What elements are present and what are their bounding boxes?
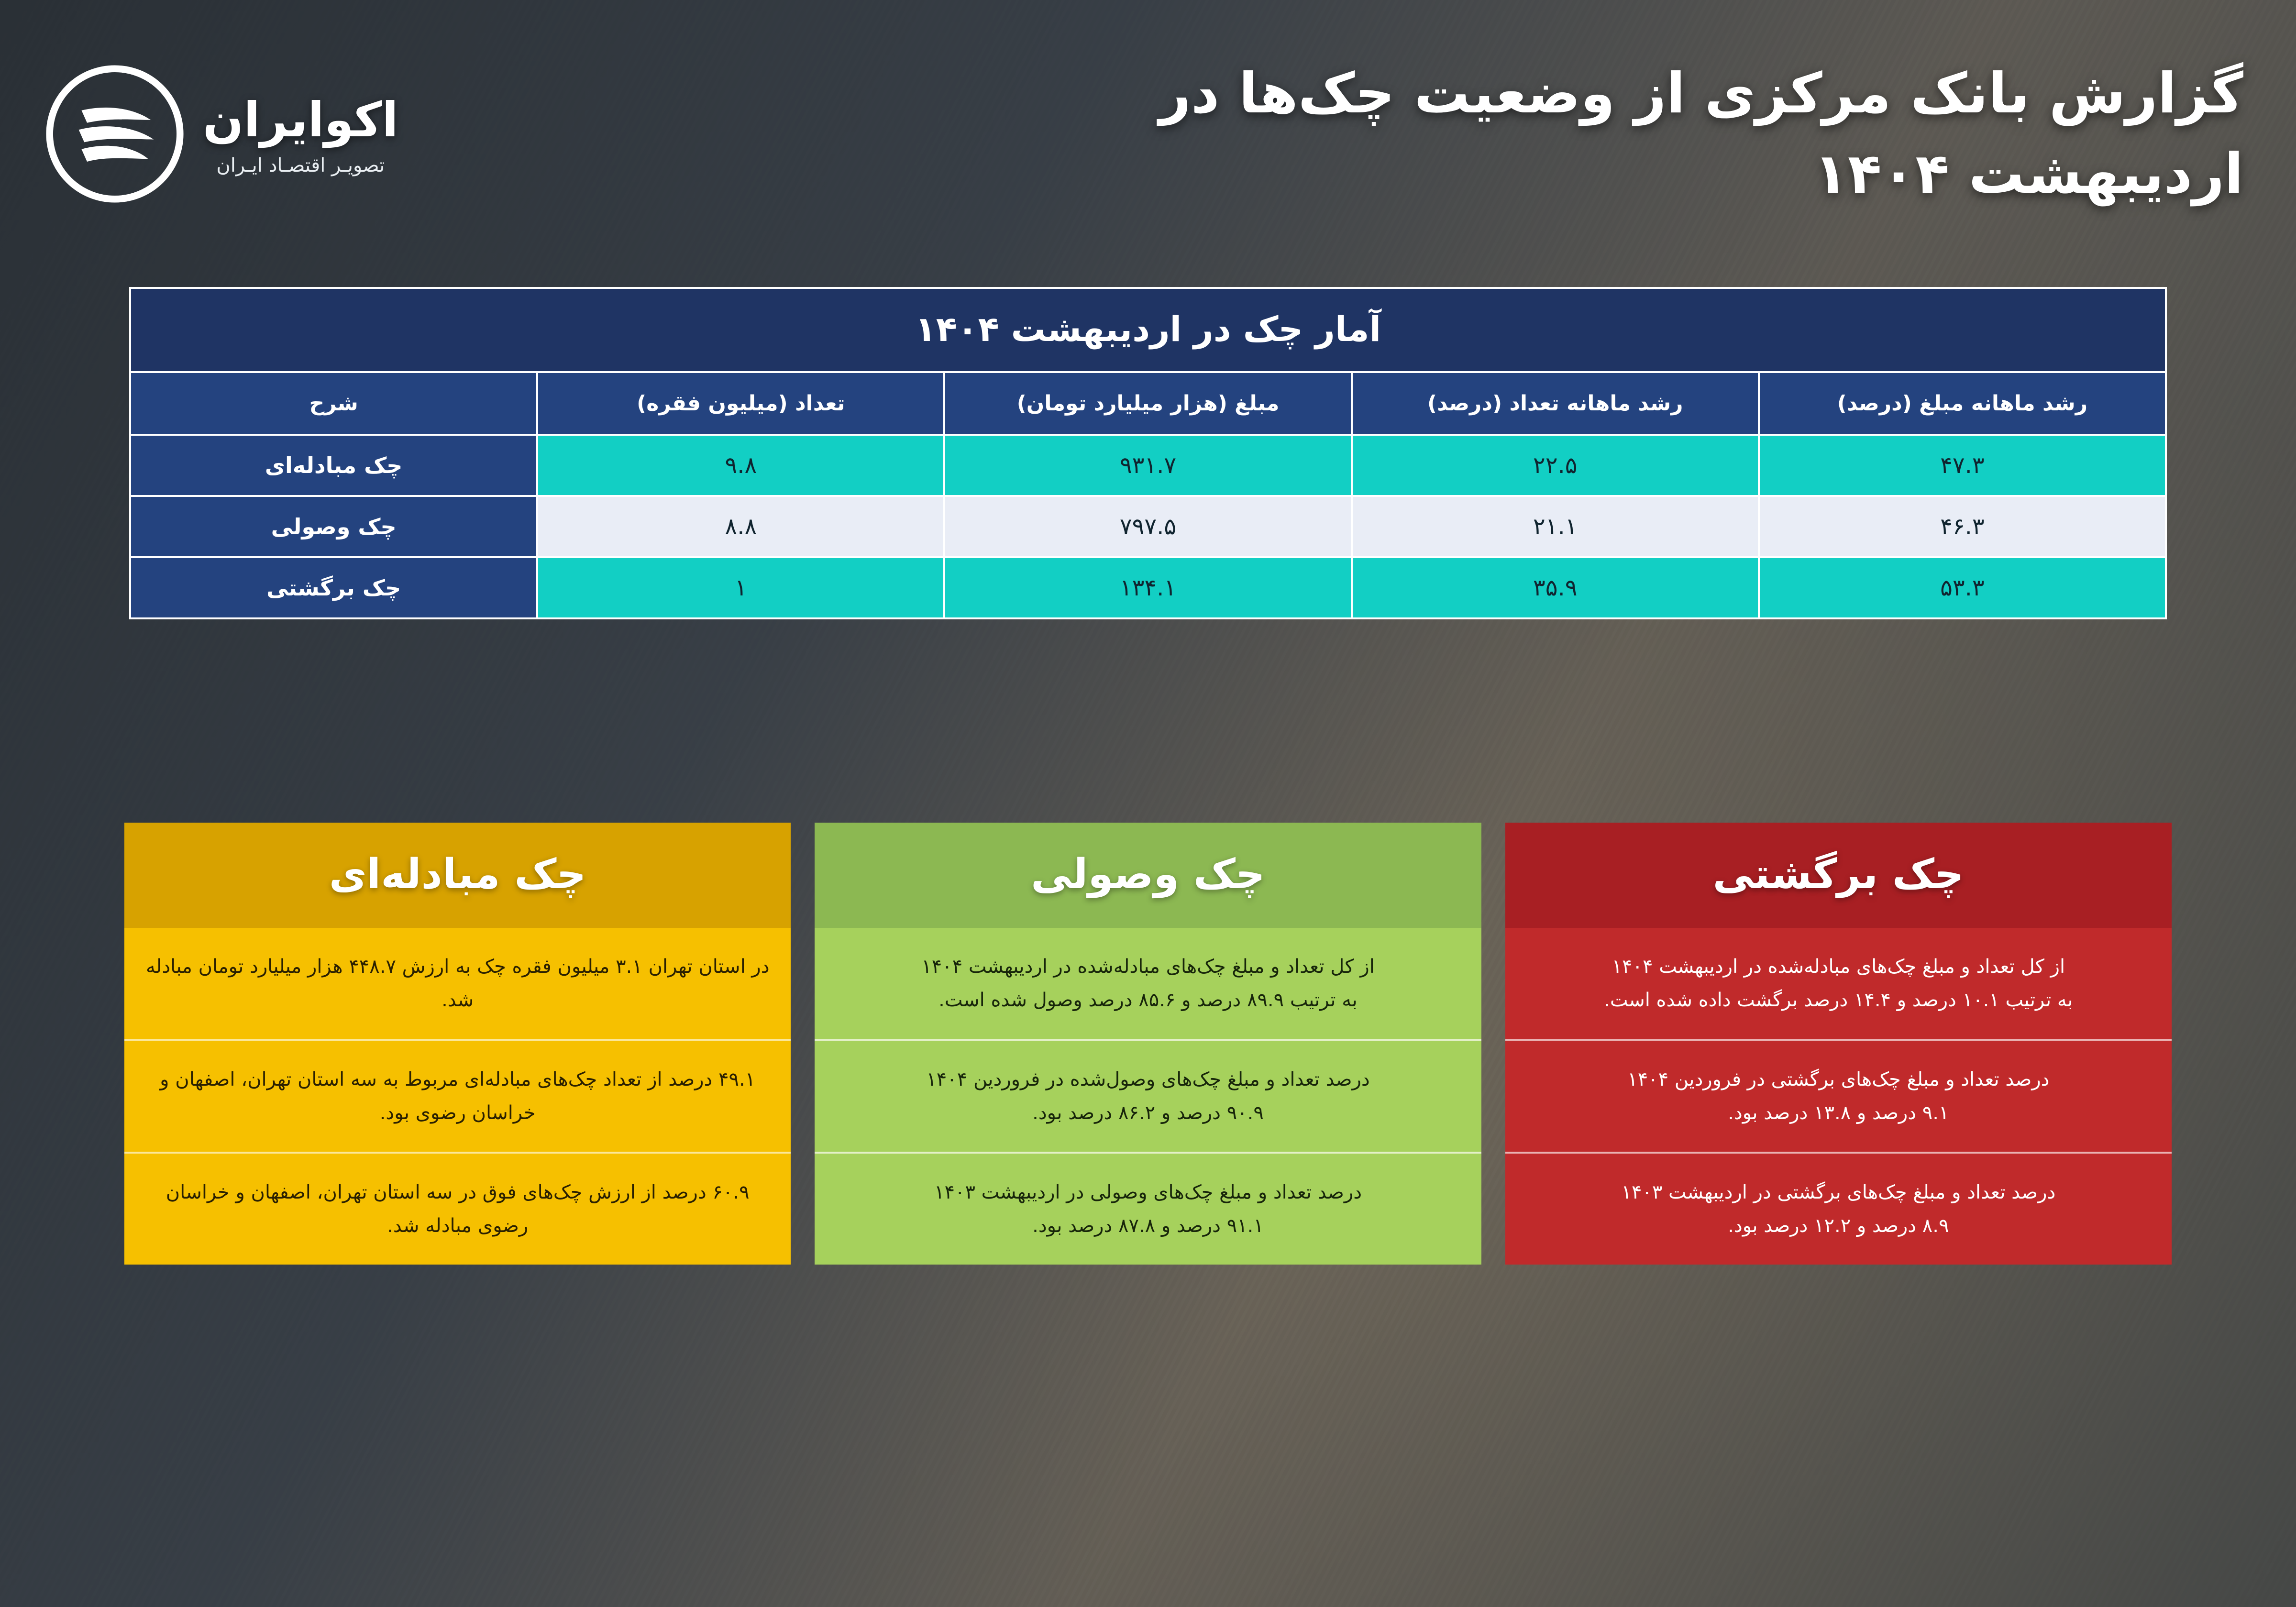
- col-amount: مبلغ (هزار میلیارد تومان): [944, 372, 1351, 435]
- cell-row-label: چک مبادله‌ای: [130, 435, 537, 496]
- panel-exchanged-cheques: [124, 823, 791, 1265]
- cell-growth-count: ۲۲.۵: [1352, 435, 1759, 496]
- cell-growth-amount: ۵۳.۳: [1759, 557, 2166, 618]
- table-row: [130, 435, 2166, 496]
- brand-logo: [43, 65, 398, 203]
- panel-body: [815, 928, 1481, 1265]
- panel-cleared-cheques: [815, 823, 1481, 1265]
- panel-body: [124, 928, 791, 1265]
- cell-count: ۹.۸: [537, 435, 944, 496]
- cell-growth-amount: ۴۶.۳: [1759, 496, 2166, 557]
- eco-iran-swoosh-logo-icon: [43, 65, 187, 203]
- brand-text: [203, 92, 398, 176]
- panel-note: درصد تعداد و مبلغ چک‌های برگشتی در اردیبهشت ۱۴۰۳ ۸.۹ درصد و ۱۲.۲ درصد بود.: [1505, 1154, 2172, 1265]
- panel-note: درصد تعداد و مبلغ چک‌های وصول‌شده در فروردین ۱۴۰۴ ۹۰.۹ درصد و ۸۶.۲ درصد بود.: [815, 1041, 1481, 1154]
- panel-note: در استان تهران ۳.۱ میلیون فقره چک به ارزش ۴۴۸.۷ هزار میلیارد تومان مبادله شد.: [124, 928, 791, 1041]
- stats-table: [129, 287, 2167, 619]
- panel-title: چک برگشتی: [1505, 823, 2172, 928]
- panel-note: از کل تعداد و مبلغ چک‌های مبادله‌شده در اردیبهشت ۱۴۰۴ به ترتیب ۸۹.۹ درصد و ۸۵.۶ درصد وصول شده است.: [815, 928, 1481, 1041]
- panel-note: درصد تعداد و مبلغ چک‌های برگشتی در فروردین ۱۴۰۴ ۹.۱ درصد و ۱۳.۸ درصد بود.: [1505, 1041, 2172, 1154]
- cell-row-label: چک برگشتی: [130, 557, 537, 618]
- panel-note: درصد تعداد و مبلغ چک‌های وصولی در اردیبهشت ۱۴۰۳ ۹۱.۱ درصد و ۸۷.۸ درصد بود.: [815, 1154, 1481, 1265]
- panel-title: چک وصولی: [815, 823, 1481, 928]
- stats-table-caption: آمار چک در اردیبهشت ۱۴۰۴: [129, 287, 2167, 371]
- panels-row: [124, 823, 2172, 1265]
- cell-growth-count: ۲۱.۱: [1352, 496, 1759, 557]
- stats-table-wrap: [129, 287, 2167, 619]
- table-row: [130, 557, 2166, 618]
- panel-returned-cheques: [1505, 823, 2172, 1265]
- cell-row-label: چک وصولی: [130, 496, 537, 557]
- col-count: تعداد (میلیون فقره): [537, 372, 944, 435]
- col-growth-amount: رشد ماهانه مبلغ (درصد): [1759, 372, 2166, 435]
- cell-growth-count: ۳۵.۹: [1352, 557, 1759, 618]
- col-description: شرح: [130, 372, 537, 435]
- page-title: گزارش بانک مرکزی از وضعیت چک‌ها در اردیبهشت ۱۴۰۴: [1159, 61, 2243, 206]
- panel-title: چک مبادله‌ای: [124, 823, 791, 928]
- cell-amount: ۱۳۴.۱: [944, 557, 1351, 618]
- header: [0, 0, 2296, 268]
- panel-note: از کل تعداد و مبلغ چک‌های مبادله‌شده در اردیبهشت ۱۴۰۴ به ترتیب ۱۰.۱ درصد و ۱۴.۴ درصد برگشت داده شده است.: [1505, 928, 2172, 1041]
- panel-body: [1505, 928, 2172, 1265]
- brand-name: اکوایران: [203, 91, 398, 148]
- panel-note: ۶۰.۹ درصد از ارزش چک‌های فوق در سه استان تهران، اصفهان و خراسان رضوی مبادله شد.: [124, 1154, 791, 1265]
- table-row: [130, 496, 2166, 557]
- brand-tagline: تصویـر اقتصـاد ایـران: [216, 154, 385, 176]
- cell-amount: ۷۹۷.۵: [944, 496, 1351, 557]
- panel-note: ۴۹.۱ درصد از تعداد چک‌های مبادله‌ای مربوط به سه استان تهران، اصفهان و خراسان رضوی بود.: [124, 1041, 791, 1154]
- cell-amount: ۹۳۱.۷: [944, 435, 1351, 496]
- cell-count: ۱: [537, 557, 944, 618]
- table-header-row: [130, 372, 2166, 435]
- col-growth-count: رشد ماهانه تعداد (درصد): [1352, 372, 1759, 435]
- cell-growth-amount: ۴۷.۳: [1759, 435, 2166, 496]
- cell-count: ۸.۸: [537, 496, 944, 557]
